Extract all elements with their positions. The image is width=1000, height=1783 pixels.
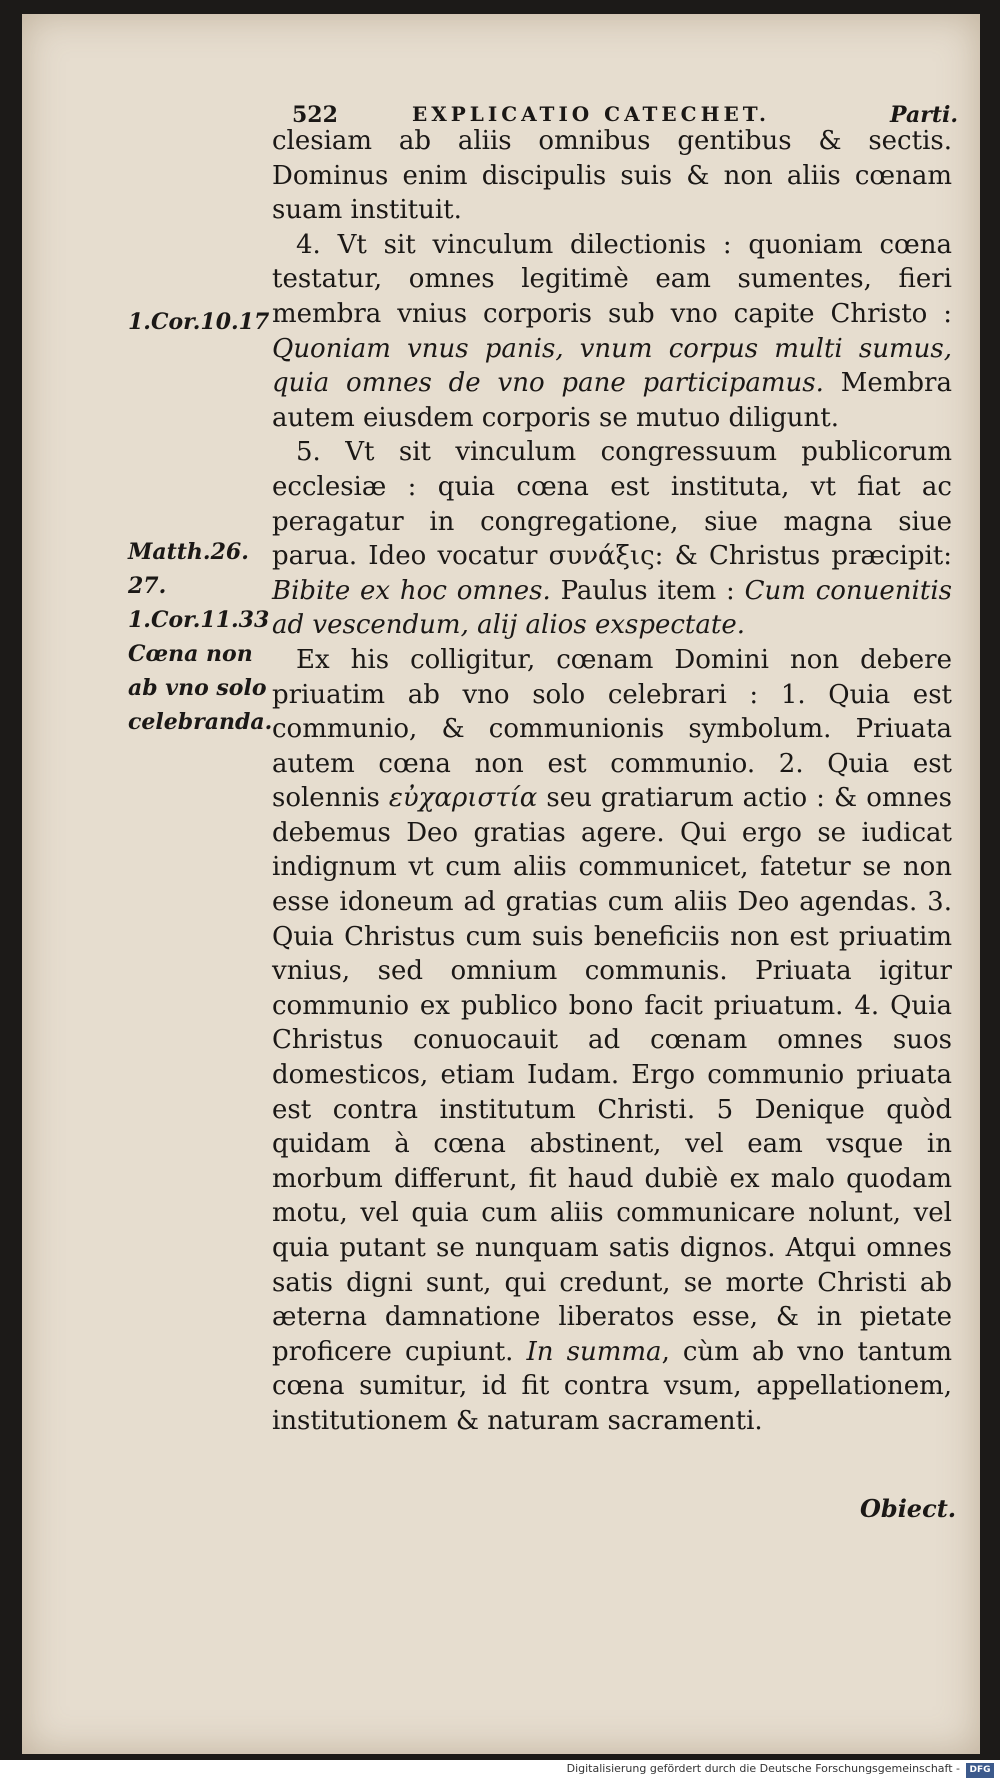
paragraph [272,643,952,1439]
page-number: 522 [292,102,338,128]
dfg-logo: DFG [966,1763,994,1778]
body-text [272,124,952,1439]
scripture-quote: Quoniam vnus panis, vnum corpus multi sumus, quia omnes de vno pane participamus. [272,333,952,399]
paragraph-text: Ex his colligitur, cœnam Domini non debere priuatim ab vno solo celebrari : 1. Quia est communio, & communionis symbolum. Priuata autem cœna non est communio. 2. Quia est solennis [272,644,952,814]
paragraph-text: , cùm ab vno tantum cœna sumitur, id fit contra vsum, appellationem, institutionem & naturam sacramenti. [272,1336,952,1436]
paragraph-text: Paulus item : [550,575,745,606]
paragraph [272,435,952,643]
running-title: EXPLICATIO CATECHET. [412,102,770,126]
paragraph-text: 5. Vt sit vinculum congressuum publicorum ecclesiæ : quia cœna est instituta, vt fiat ac peragatur in congregatione, siue magna siue parua. Ideo vocatur συνάξις: & Christus præcipit: [272,437,952,572]
paragraph [272,228,952,436]
paragraph-text: clesiam ab aliis omnibus gentibus & sectis. Dominus enim discipulis suis & non aliis cœnam suam instituit. [272,126,952,226]
margin-note: 1.Cor.11.33 [128,607,270,633]
paragraph [272,124,952,228]
footer-strip [0,1760,1000,1783]
paragraph-text: seu gratiarum actio : & omnes debemus Deo gratias agere. Qui ergo se iudicat indignum vt cum aliis communicet, fatetur se non esse idoneum ad gratias cum aliis Deo agendas. 3. Quia Christus cum suis beneficiis non est priuatim vnius, sed omnium communis. Priuata igitur communio ex publico bono facit priuatum. 4. Quia Christus conuocauit ad cœnam omnes suos domesticos, etiam Iudam. Ergo communio priuata est contra institutum Christi. 5 Denique quòd quidam à cœna abstinent, vel eam vsque in morbum differunt, fit haud dubiè ex malo quodam motu, vel quia cum aliis communicare nolunt, vel quia putant se nunquam satis dignos. Atqui omnes satis digni sunt, qui credunt, se morte Christi ab æterna damnatione liberatos esse, & in pietate proficere cupiunt. [272,783,952,1367]
margin-note: Cœna non ab vno solo celebranda. [128,641,273,735]
part-label: Parti. [890,102,958,128]
digitization-credit: Digitalisierung gefördert durch die Deutsche Forschungsgemeinschaft - [566,1762,960,1775]
greek-term: εὐχαριστία [388,783,538,814]
margin-note: Matth.26. 27. [128,539,249,599]
catchword: Obiect. [860,1494,957,1523]
scripture-quote: Bibite ex hoc omnes. [272,575,551,606]
margin-note: 1.Cor.10.17 [128,309,270,335]
paragraph-text: 4. Vt sit vinculum dilectionis : quoniam cœna testatur, omnes legitimè eam sumentes, fieri membra vnius corporis sub vno capite Christo : [272,229,952,329]
emphasis: In summa [526,1336,662,1367]
paragraph-text: Membra autem eiusdem corporis se mutuo diligunt. [272,368,952,433]
scripture-quote: Cum conuenitis ad vescendum, alij alios exspectate. [272,575,952,641]
